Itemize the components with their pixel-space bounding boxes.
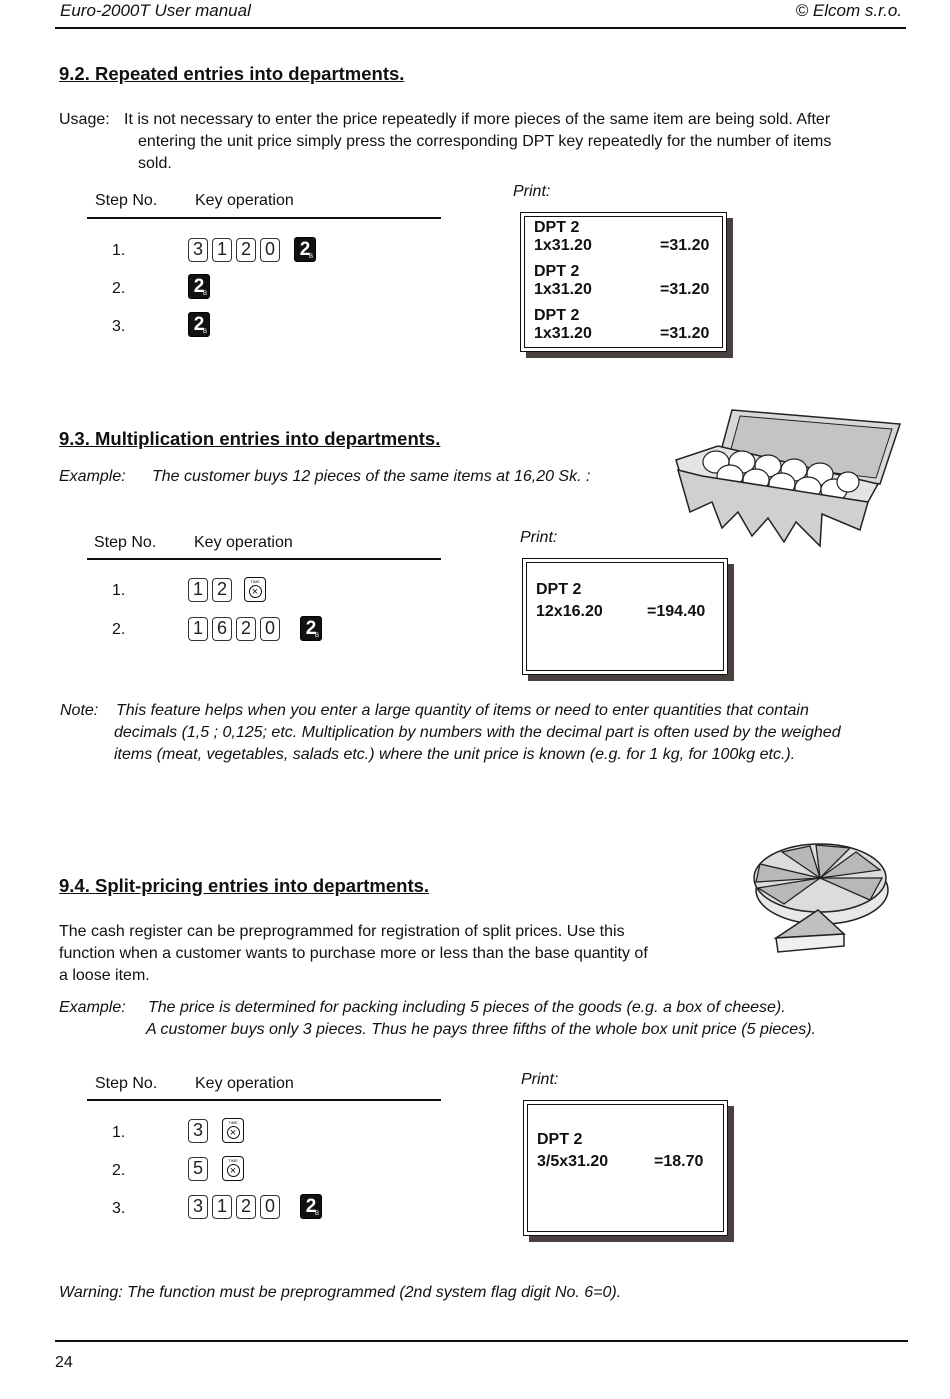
key-operation-header: Key operation xyxy=(195,192,294,209)
example-text-line-2: A customer buys only 3 pieces. Thus he pays three fifths of the whole box unit price (5 pieces). xyxy=(146,1021,816,1038)
step-number: 2. xyxy=(112,621,126,638)
example-text: The customer buys 12 pieces of the same items at 16,20 Sk. : xyxy=(152,468,591,485)
step-number: 1. xyxy=(112,1124,126,1141)
example-label: Example: xyxy=(59,999,126,1016)
intro-text-line-3: a loose item. xyxy=(59,967,150,984)
receipt-qty: 12x16.20 xyxy=(536,603,603,620)
step-no-header: Step No. xyxy=(94,534,157,551)
key-sequence xyxy=(188,577,266,602)
digit-key: 2 xyxy=(236,617,256,641)
footer-rule xyxy=(55,1340,908,1342)
times-multiply-key-icon: TIME × xyxy=(222,1156,244,1181)
department-2-key-icon: 2 B xyxy=(300,1194,322,1219)
receipt-dept: DPT 2 xyxy=(534,263,580,280)
key-sequence xyxy=(178,312,210,337)
digit-key: 2 xyxy=(212,578,232,602)
times-multiply-key-icon: TIME × xyxy=(244,577,266,602)
receipt-total: =18.70 xyxy=(654,1153,704,1170)
step-number: 1. xyxy=(112,582,126,599)
receipt-total: =31.20 xyxy=(660,237,710,254)
step-number: 3. xyxy=(112,1200,126,1217)
key-operation-header: Key operation xyxy=(195,1075,294,1092)
digit-key: 5 xyxy=(188,1157,208,1181)
receipt-qty: 1x31.20 xyxy=(534,281,592,298)
section-9-3-title: 9.3. Multiplication entries into departments. xyxy=(59,428,441,449)
digit-key: 1 xyxy=(188,617,208,641)
warning-text: Warning: The function must be preprogrammed (2nd system flag digit No. 6=0). xyxy=(59,1284,622,1301)
receipt-printout xyxy=(523,1100,728,1236)
department-2-key-icon: 2 B xyxy=(300,616,322,641)
department-2-key-icon: 2 B xyxy=(188,312,210,337)
usage-label: Usage: xyxy=(59,111,110,128)
example-label: Example: xyxy=(59,468,126,485)
key-sequence xyxy=(188,1156,244,1181)
receipt-printout xyxy=(522,558,728,675)
note-label: Note: xyxy=(60,702,99,719)
table-rule xyxy=(87,1099,441,1101)
receipt-total: =31.20 xyxy=(660,325,710,342)
key-sequence xyxy=(188,237,316,262)
example-text-line-1: The price is determined for packing including 5 pieces of the goods (e.g. a box of cheese). xyxy=(148,999,786,1016)
usage-text-line-2: entering the unit price simply press the corresponding DPT key repeatedly for the number of items xyxy=(138,133,832,150)
note-text-line-1: This feature helps when you enter a large quantity of items or need to enter quantities that contain xyxy=(116,702,809,719)
receipt-total: =31.20 xyxy=(660,281,710,298)
print-label: Print: xyxy=(513,183,551,200)
digit-key: 1 xyxy=(188,578,208,602)
note-text-line-2: decimals (1,5 ; 0,125; etc. Multiplication by numbers with the decimal part is often used by the weighed xyxy=(114,724,841,741)
note-text-line-3: items (meat, vegetables, salads etc.) where the unit price is known (e.g. for 1 kg, for 100kg etc.). xyxy=(114,746,796,763)
digit-key: 0 xyxy=(260,617,280,641)
step-number: 2. xyxy=(112,280,126,297)
table-rule xyxy=(87,558,441,560)
page-number: 24 xyxy=(55,1354,73,1371)
print-label: Print: xyxy=(520,529,558,546)
key-sequence xyxy=(188,1118,244,1143)
egg-carton-illustration xyxy=(672,402,908,554)
step-number: 3. xyxy=(112,318,126,335)
receipt-dept: DPT 2 xyxy=(536,581,582,598)
digit-key: 2 xyxy=(236,238,256,262)
header-rule xyxy=(55,27,906,29)
receipt-qty: 1x31.20 xyxy=(534,325,592,342)
receipt-printout xyxy=(520,212,727,352)
digit-key: 1 xyxy=(212,238,232,262)
step-number: 1. xyxy=(112,242,126,259)
digit-key: 1 xyxy=(212,1195,232,1219)
department-2-key-icon: 2 B xyxy=(294,237,316,262)
department-2-key-icon: 2 B xyxy=(188,274,210,299)
receipt-qty: 3/5x31.20 xyxy=(537,1153,609,1170)
digit-key: 3 xyxy=(188,1195,208,1219)
key-sequence xyxy=(178,274,210,299)
intro-text-line-2: function when a customer wants to purchase more or less than the base quantity of xyxy=(59,945,648,962)
section-9-2-title: 9.2. Repeated entries into departments. xyxy=(59,63,405,84)
step-number: 2. xyxy=(112,1162,126,1179)
step-no-header: Step No. xyxy=(95,1075,158,1092)
digit-key: 2 xyxy=(236,1195,256,1219)
digit-key: 3 xyxy=(188,1119,208,1143)
header-manual-title: Euro-2000T User manual xyxy=(60,1,251,20)
digit-key: 6 xyxy=(212,617,232,641)
digit-key: 0 xyxy=(260,238,280,262)
key-operation-header: Key operation xyxy=(194,534,293,551)
times-multiply-key-icon: TIME × xyxy=(222,1118,244,1143)
receipt-dept: DPT 2 xyxy=(534,307,580,324)
receipt-dept: DPT 2 xyxy=(534,219,580,236)
receipt-dept: DPT 2 xyxy=(537,1131,583,1148)
digit-key: 0 xyxy=(260,1195,280,1219)
receipt-total: =194.40 xyxy=(647,603,706,620)
receipt-qty: 1x31.20 xyxy=(534,237,592,254)
usage-text-line-1: It is not necessary to enter the price repeatedly if more pieces of the same item are being sold. After xyxy=(124,111,831,128)
usage-text-line-3: sold. xyxy=(138,155,172,172)
key-sequence xyxy=(188,1194,322,1219)
print-label: Print: xyxy=(521,1071,559,1088)
step-no-header: Step No. xyxy=(95,192,158,209)
section-9-4-title: 9.4. Split-pricing entries into departments. xyxy=(59,875,430,896)
intro-text-line-1: The cash register can be preprogrammed for registration of split prices. Use this xyxy=(59,923,625,940)
header-copyright: © Elcom s.r.o. xyxy=(795,1,902,20)
digit-key: 3 xyxy=(188,238,208,262)
cheese-wheel-illustration xyxy=(740,830,892,958)
table-rule xyxy=(87,217,441,219)
key-sequence xyxy=(188,616,322,641)
